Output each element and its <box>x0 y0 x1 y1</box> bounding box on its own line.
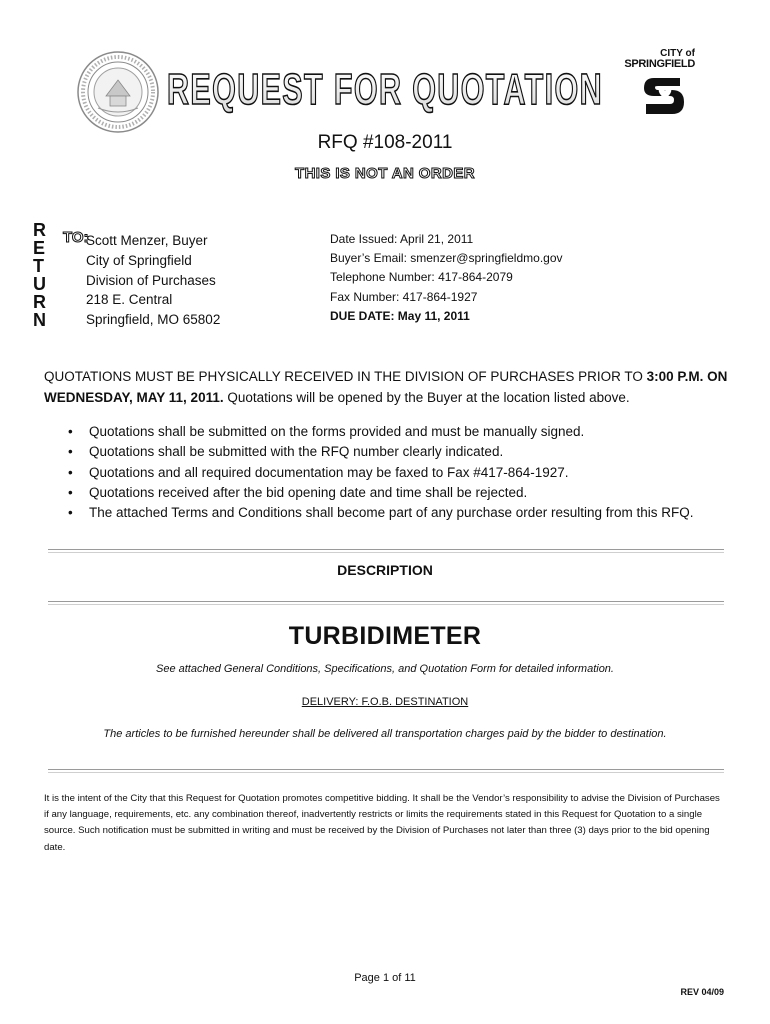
address-line: City of Springfield <box>86 252 192 268</box>
buyer-email: Buyer’s Email: smenzer@springfieldmo.gov <box>330 251 563 266</box>
city-of-springfield-logo <box>620 48 695 120</box>
list-item: • Quotations shall be submitted on the forms provided and must be manually signed. <box>64 422 744 442</box>
transportation-note: The articles to be furnished hereunder shall be delivered all transportation charges paid by the bidder to destination. <box>103 728 667 740</box>
instructions-tail: Quotations will be opened by the Buyer at the location listed above. <box>223 390 630 405</box>
list-item: • Quotations shall be submitted with the RFQ number clearly indicated. <box>64 442 744 462</box>
banner-text: REQUEST FOR QUOTATION <box>167 65 603 114</box>
revision-label: REV 04/09 <box>680 987 724 997</box>
return-letter: E <box>33 238 46 258</box>
logo-city-name: SPRINGFIELD <box>624 58 695 70</box>
request-for-quotation-banner <box>160 52 610 118</box>
logo-city-of: CITY of <box>660 48 695 59</box>
address-line: Division of Purchases <box>86 272 216 288</box>
address-line: Scott Menzer, Buyer <box>86 233 208 248</box>
springfield-s-logo-icon <box>640 72 686 118</box>
date-issued: Date Issued: April 21, 2011 <box>330 232 474 246</box>
list-item: • Quotations received after the bid opening date and time shall be rejected. <box>64 483 744 503</box>
page-number: Page 1 of 11 <box>354 972 416 984</box>
instructions-lead: QUOTATIONS MUST BE PHYSICALLY RECEIVED IN THE DIVISION OF PURCHASES PRIOR TO <box>44 369 647 384</box>
list-item: • The attached Terms and Conditions shall become part of any purchase order resulting from this RFQ. <box>64 503 744 523</box>
list-item: • Quotations and all required documentation may be faxed to Fax #417-864-1927. <box>64 463 744 483</box>
description-heading: DESCRIPTION <box>337 562 433 578</box>
due-date: DUE DATE: May 11, 2011 <box>330 308 470 323</box>
rfq-info <box>330 230 563 326</box>
return-letter: U <box>33 274 46 294</box>
return-letter: R <box>33 220 46 240</box>
instructions-deadline: 3:00 P.M. ON WEDNESDAY, MAY 11, 2011. <box>44 369 728 405</box>
not-an-order-notice: THIS IS NOT AN ORDER <box>295 165 475 182</box>
rfq-number: RFQ #108-2011 <box>317 132 453 153</box>
intent-paragraph: It is the intent of the City that this Request for Quotation promotes competitive bidding. It shall be the Vendor’s responsibility to advise the Division of Purchases if any language, requirements, etc. any combination thereof, inadvertently restricts or limits the requirements stated in this Request for Quotation to a single source. Such notification must be submitted in writing and must be received by the Division of Purchases not later than three (3) days prior to the bid opening date. <box>44 793 720 853</box>
section-divider <box>48 549 724 553</box>
city-seal-icon <box>76 50 160 134</box>
instructions-bullet-list <box>64 422 744 523</box>
return-address <box>86 231 220 330</box>
item-title: TURBIDIMETER <box>288 622 482 650</box>
address-line: Springfield, MO 65802 <box>86 312 221 328</box>
address-line: 218 E. Central <box>86 292 173 308</box>
return-letter: N <box>33 310 46 330</box>
fax-number: Fax Number: 417-864-1927 <box>330 289 478 304</box>
return-letter: R <box>33 292 46 312</box>
return-vertical-label <box>33 221 51 329</box>
section-divider <box>48 601 724 605</box>
telephone-number: Telephone Number: 417-864-2079 <box>330 270 513 285</box>
section-divider <box>48 769 724 773</box>
to-label: TO: <box>63 229 89 246</box>
submission-instructions <box>44 366 734 408</box>
see-attached-note: See attached General Conditions, Specifications, and Quotation Form for detailed information. <box>156 663 614 675</box>
delivery-terms: DELIVERY: F.O.B. DESTINATION <box>301 696 469 708</box>
return-letter: T <box>33 256 44 276</box>
